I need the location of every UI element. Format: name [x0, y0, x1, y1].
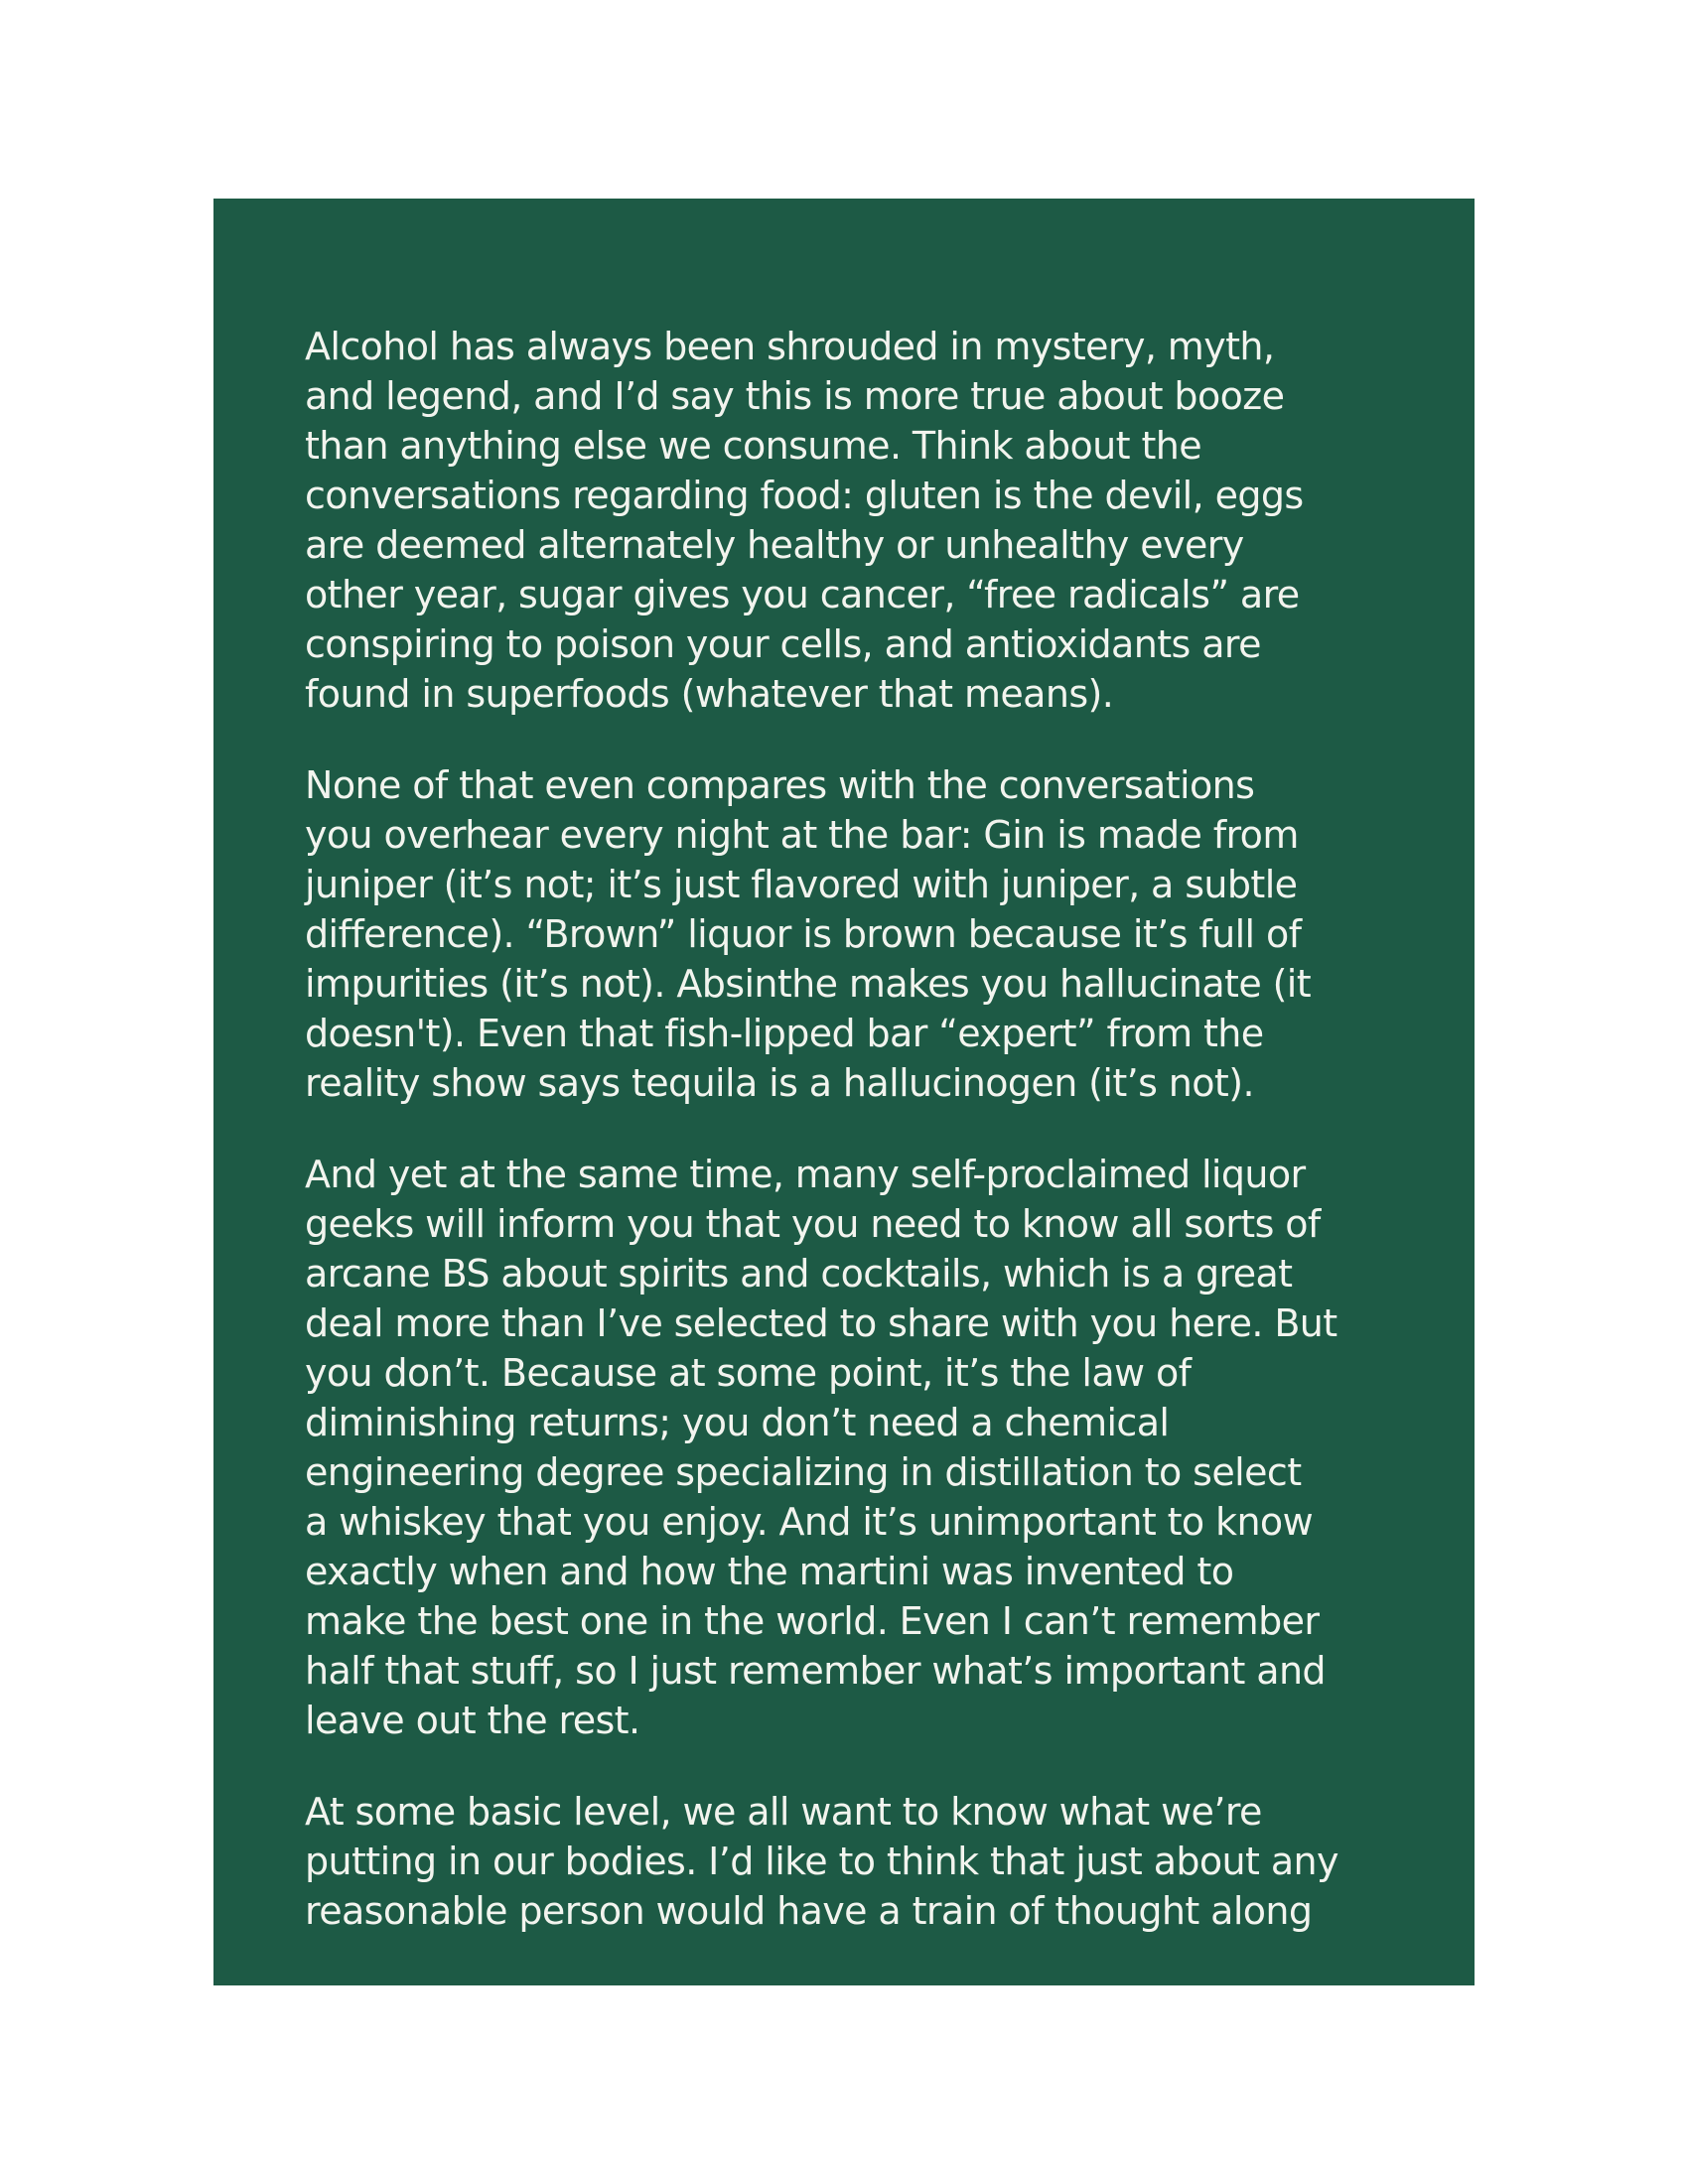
- body-paragraph: None of that even compares with the conversations you overhear every night at the bar: Gin is made from juniper (it’s not; it’s just flavored with juniper, a subtle difference). “Brown” liquor is brown because it’s full of impurities (it’s not). Absinthe makes you hallucinate (it doesn't). Even that fish-lipped bar “expert” from the reality show says tequila is a hallucinogen (it’s not).: [305, 763, 1312, 1105]
- text-panel: [213, 199, 1475, 1985]
- body-paragraph: At some basic level, we all want to know what we’re putting in our bodies. I’d like to think that just about any reasonable person would have a train of thought along: [305, 1790, 1338, 1933]
- body-paragraph: Alcohol has always been shrouded in mystery, myth, and legend, and I’d say this is more true about booze than anything else we consume. Think about the conversations regarding food: gluten is the devil, eggs are deemed alternately healthy or unhealthy every other year, sugar gives you cancer, “free radicals” are conspiring to poison your cells, and antioxidants are found in superfoods (whatever that means).: [305, 325, 1304, 716]
- body-paragraph: And yet at the same time, many self-proclaimed liquor geeks will inform you that you need to know all sorts of arcane BS about spirits and cocktails, which is a great deal more than I’ve selected to share with you here. But you don’t. Because at some point, it’s the law of diminishing returns; you don’t need a chemical engineering degree specializing in distillation to select a whiskey that you enjoy. And it’s unimportant to know exactly when and how the martini was invented to make the best one in the world. Even I can’t remember half that stuff, so I just remember what’s important and leave out the rest.: [305, 1153, 1337, 1742]
